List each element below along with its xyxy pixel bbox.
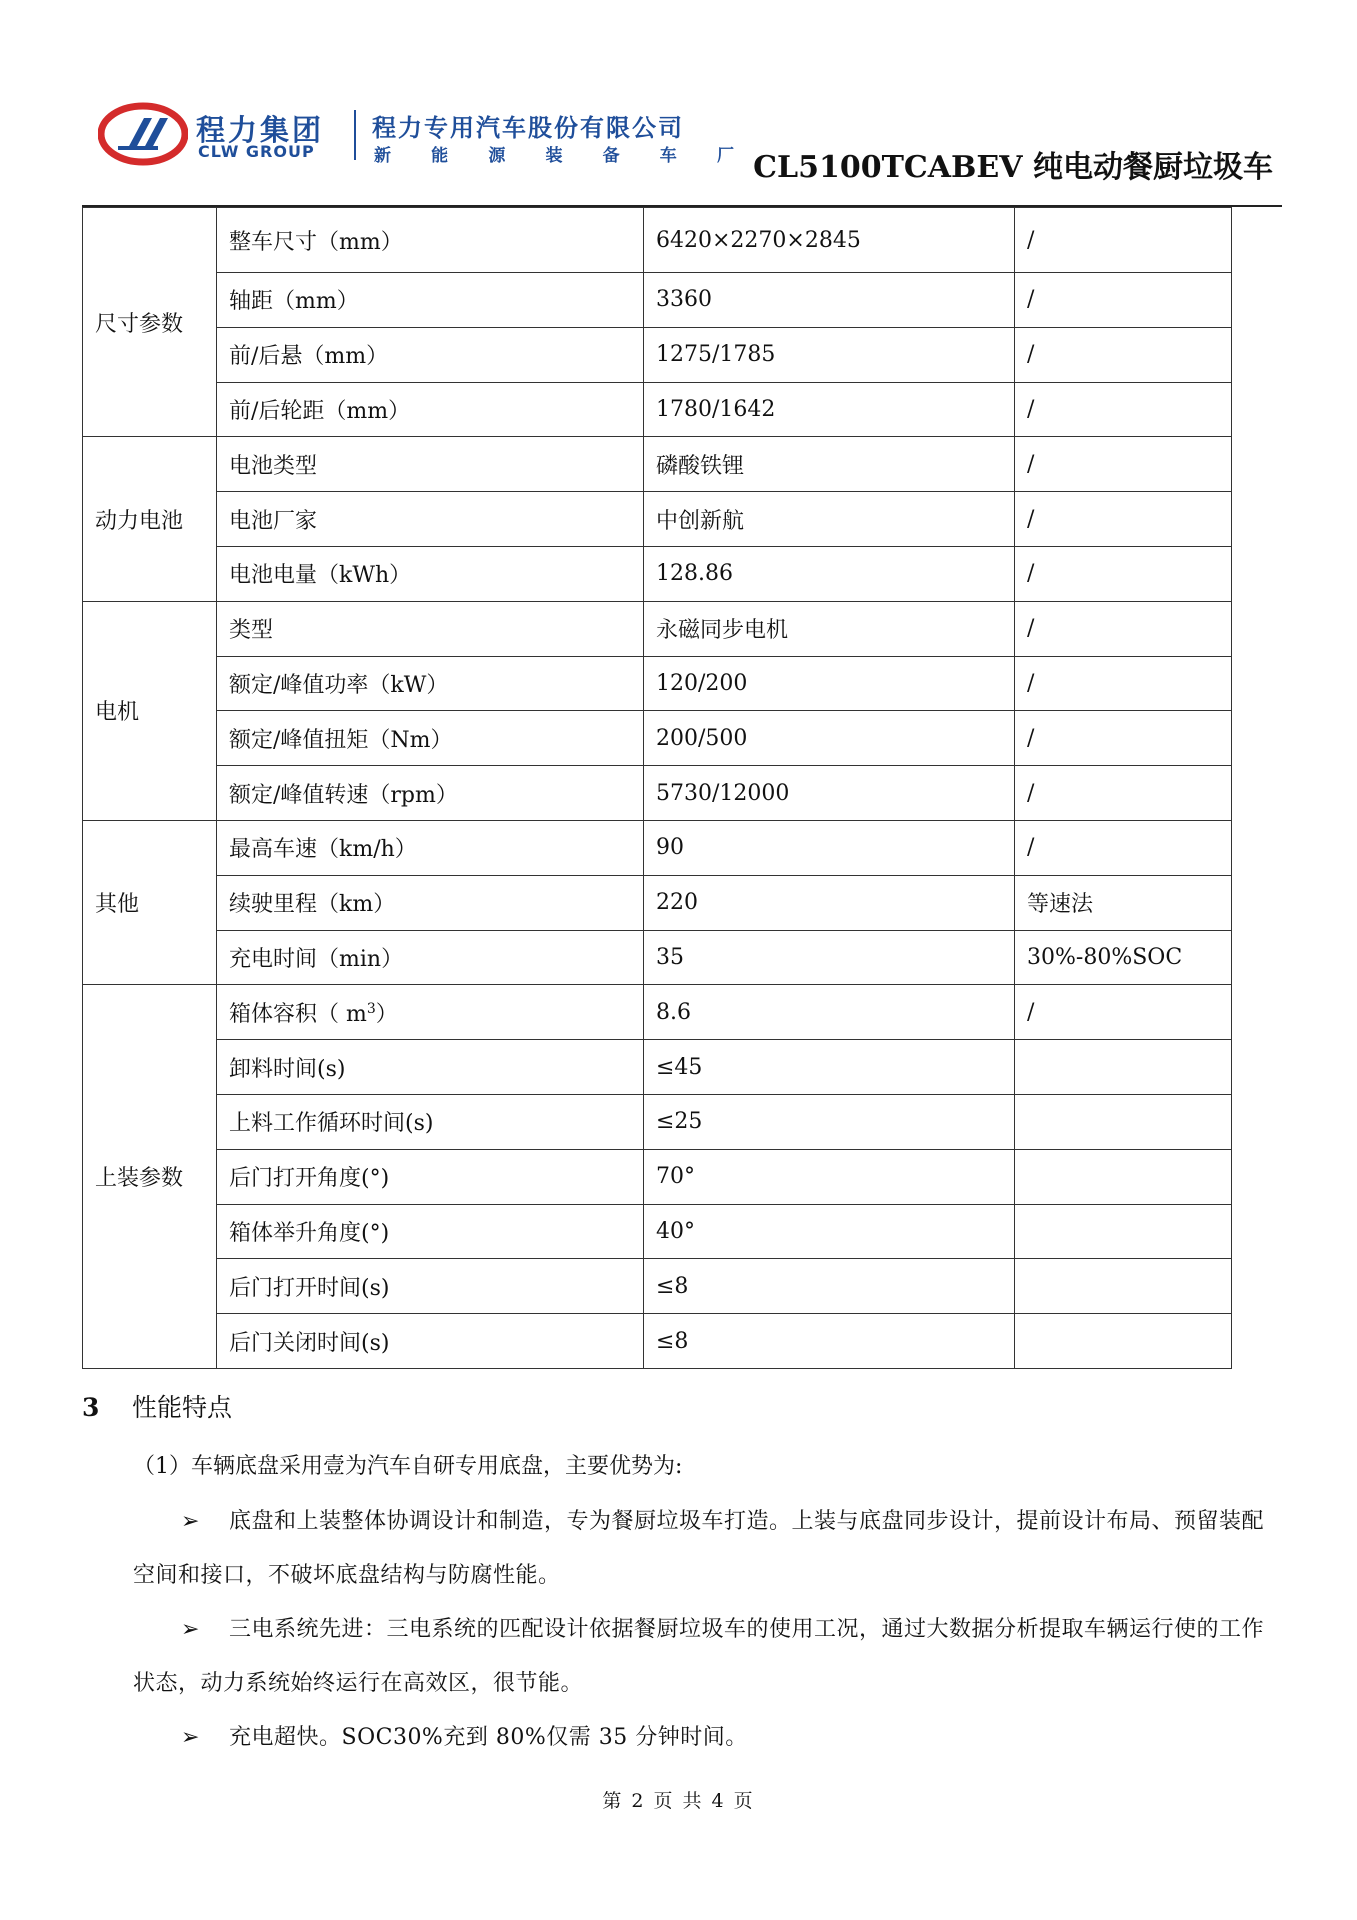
company-slogan bbox=[374, 141, 734, 166]
param-note: 等速法 bbox=[1015, 875, 1232, 930]
slogan-char: 装 bbox=[545, 146, 563, 166]
category-cell: 动力电池 bbox=[83, 437, 217, 601]
spec-table bbox=[82, 207, 1232, 1369]
slogan-char: 备 bbox=[602, 146, 620, 166]
param-note: 30%-80%SOC bbox=[1015, 930, 1232, 985]
table-row bbox=[83, 875, 1232, 930]
param-value: 1275/1785 bbox=[644, 327, 1015, 382]
table-row bbox=[83, 1094, 1232, 1149]
param-name-text: 箱体容积（ m bbox=[229, 1001, 367, 1027]
param-value: 120/200 bbox=[644, 656, 1015, 711]
table-row bbox=[83, 1314, 1232, 1369]
param-value: 3360 bbox=[644, 273, 1015, 328]
bullet-item bbox=[133, 1603, 1283, 1711]
superscript: 3 bbox=[366, 1000, 376, 1017]
param-note: / bbox=[1015, 985, 1232, 1040]
group-name-en: CLW GROUP bbox=[198, 142, 315, 161]
param-value: 8.6 bbox=[644, 985, 1015, 1040]
paragraph: （1）车辆底盘采用壹为汽车自研专用底盘，主要优势为: bbox=[133, 1454, 683, 1479]
param-note bbox=[1015, 1204, 1232, 1259]
bullet-text: 充电超快。SOC30%充到 80%仅需 35 分钟时间。 bbox=[229, 1725, 748, 1750]
company-name: 程力专用汽车股份有限公司 bbox=[372, 114, 684, 142]
slogan-char: 车 bbox=[659, 146, 677, 166]
param-value: 200/500 bbox=[644, 711, 1015, 766]
param-name: 轴距（mm） bbox=[217, 273, 644, 328]
param-value: 70° bbox=[644, 1149, 1015, 1204]
table-row bbox=[83, 546, 1232, 601]
table-row bbox=[83, 1204, 1232, 1259]
arrow-bullet-icon: ➢ bbox=[181, 1725, 200, 1750]
bullet-text: 三电系统先进：三电系统的匹配设计依据餐厨垃圾车的使用工况，通过大数据分析提取车辆运行使的工作状态，动力系统始终运行在高效区，很节能。 bbox=[133, 1617, 1265, 1696]
slogan-char: 新 bbox=[374, 146, 391, 166]
category-cell: 电机 bbox=[83, 601, 217, 820]
category-cell: 上装参数 bbox=[83, 985, 217, 1369]
param-name: 后门打开时间(s) bbox=[217, 1259, 644, 1314]
param-name: 额定/峰值转速（rpm） bbox=[217, 766, 644, 821]
group-name-cn: 程力集团 bbox=[196, 113, 325, 147]
slogan-char: 源 bbox=[488, 146, 506, 166]
table-row bbox=[83, 1149, 1232, 1204]
table-row bbox=[83, 273, 1232, 328]
param-note: / bbox=[1015, 382, 1232, 437]
table-row bbox=[83, 930, 1232, 985]
param-value: 磷酸铁锂 bbox=[644, 437, 1015, 492]
param-value: 128.86 bbox=[644, 546, 1015, 601]
param-value: 40° bbox=[644, 1204, 1015, 1259]
arrow-bullet-icon: ➢ bbox=[181, 1617, 200, 1642]
bullet-item bbox=[133, 1711, 1283, 1765]
table-row bbox=[83, 985, 1232, 1040]
param-name: 上料工作循环时间(s) bbox=[217, 1094, 644, 1149]
table-row bbox=[83, 492, 1232, 547]
param-name: 额定/峰值扭矩（Nm） bbox=[217, 711, 644, 766]
param-note: / bbox=[1015, 273, 1232, 328]
param-name: 卸料时间(s) bbox=[217, 1040, 644, 1095]
page-header bbox=[0, 0, 1357, 210]
param-note: / bbox=[1015, 601, 1232, 656]
param-note bbox=[1015, 1314, 1232, 1369]
param-value: 220 bbox=[644, 875, 1015, 930]
param-name: 电池电量（kWh） bbox=[217, 546, 644, 601]
param-name: 续驶里程（km） bbox=[217, 875, 644, 930]
category-cell: 其他 bbox=[83, 820, 217, 984]
param-note: / bbox=[1015, 820, 1232, 875]
param-name: 电池类型 bbox=[217, 437, 644, 492]
param-name: 后门关闭时间(s) bbox=[217, 1314, 644, 1369]
param-value: 5730/12000 bbox=[644, 766, 1015, 821]
table-row bbox=[83, 327, 1232, 382]
slogan-char: 能 bbox=[431, 146, 449, 166]
param-note: / bbox=[1015, 327, 1232, 382]
clw-logo-icon bbox=[98, 102, 188, 166]
table-row bbox=[83, 656, 1232, 711]
param-name bbox=[217, 985, 644, 1040]
param-note: / bbox=[1015, 492, 1232, 547]
param-note: / bbox=[1015, 437, 1232, 492]
param-note bbox=[1015, 1259, 1232, 1314]
param-name-tail: ） bbox=[375, 1001, 398, 1027]
header-divider bbox=[354, 110, 356, 160]
param-name: 箱体举升角度(°) bbox=[217, 1204, 644, 1259]
table-row bbox=[83, 1259, 1232, 1314]
param-name: 电池厂家 bbox=[217, 492, 644, 547]
table-row bbox=[83, 437, 1232, 492]
param-name: 后门打开角度(°) bbox=[217, 1149, 644, 1204]
param-name: 类型 bbox=[217, 601, 644, 656]
param-value: 6420×2270×2845 bbox=[644, 208, 1015, 273]
table-row bbox=[83, 382, 1232, 437]
section-title: 性能特点 bbox=[132, 1393, 233, 1422]
model-title: CL5100TCABEV 纯电动餐厨垃圾车 bbox=[753, 150, 1273, 185]
section-heading bbox=[82, 1388, 232, 1424]
table-row bbox=[83, 820, 1232, 875]
param-value: ≤45 bbox=[644, 1040, 1015, 1095]
param-note: / bbox=[1015, 208, 1232, 273]
param-note: / bbox=[1015, 711, 1232, 766]
param-value: 90 bbox=[644, 820, 1015, 875]
param-note bbox=[1015, 1149, 1232, 1204]
slogan-char: 厂 bbox=[716, 146, 734, 166]
bullet-text: 底盘和上装整体协调设计和制造，专为餐厨垃圾车打造。上装与底盘同步设计，提前设计布局、预留装配空间和接口，不破坏底盘结构与防腐性能。 bbox=[133, 1509, 1265, 1588]
section-number: 3 bbox=[82, 1393, 100, 1422]
param-note: / bbox=[1015, 546, 1232, 601]
table-row bbox=[83, 601, 1232, 656]
param-name: 额定/峰值功率（kW） bbox=[217, 656, 644, 711]
param-name: 充电时间（min） bbox=[217, 930, 644, 985]
param-note: / bbox=[1015, 766, 1232, 821]
param-value: ≤8 bbox=[644, 1259, 1015, 1314]
table-row bbox=[83, 208, 1232, 273]
param-value: ≤8 bbox=[644, 1314, 1015, 1369]
param-note: / bbox=[1015, 656, 1232, 711]
table-row bbox=[83, 766, 1232, 821]
category-cell: 尺寸参数 bbox=[83, 208, 217, 437]
param-note bbox=[1015, 1094, 1232, 1149]
param-name: 最高车速（km/h） bbox=[217, 820, 644, 875]
param-value: 1780/1642 bbox=[644, 382, 1015, 437]
table-row bbox=[83, 1040, 1232, 1095]
param-name: 前/后轮距（mm） bbox=[217, 382, 644, 437]
param-value: 永磁同步电机 bbox=[644, 601, 1015, 656]
page-number: 第 2 页 共 4 页 bbox=[602, 1790, 755, 1812]
param-note bbox=[1015, 1040, 1232, 1095]
param-value: 35 bbox=[644, 930, 1015, 985]
param-value: 中创新航 bbox=[644, 492, 1015, 547]
param-value: ≤25 bbox=[644, 1094, 1015, 1149]
bullet-item bbox=[133, 1495, 1283, 1603]
param-name: 前/后悬（mm） bbox=[217, 327, 644, 382]
param-name: 整车尺寸（mm） bbox=[217, 208, 644, 273]
arrow-bullet-icon: ➢ bbox=[181, 1509, 200, 1534]
table-row bbox=[83, 711, 1232, 766]
